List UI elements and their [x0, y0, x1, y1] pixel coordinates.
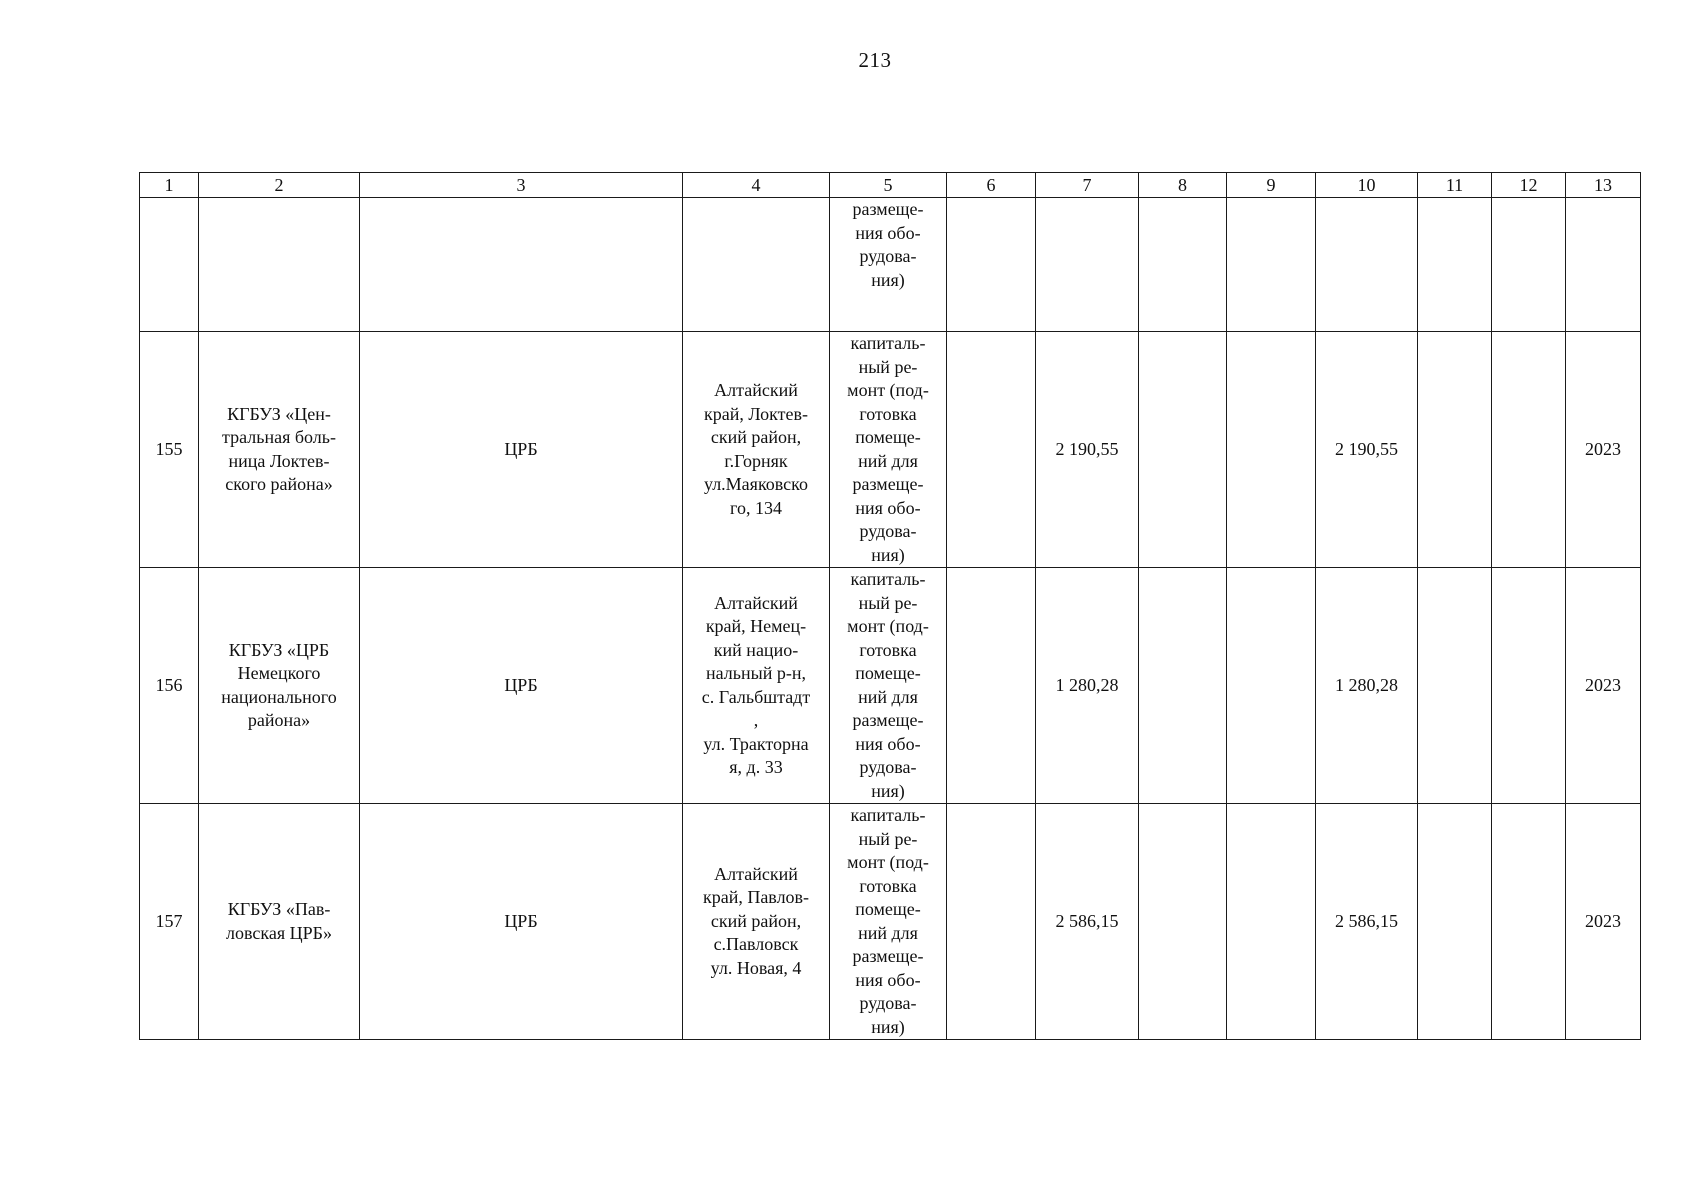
table-cell [1492, 804, 1566, 1040]
facility-type: ЦРБ [360, 568, 683, 804]
table-cell [1492, 568, 1566, 804]
table-cell [1227, 568, 1316, 804]
column-header: 3 [360, 173, 683, 198]
column-header: 1 [140, 173, 199, 198]
row-number: 156 [140, 568, 199, 804]
table-cell [1418, 332, 1492, 568]
year: 2023 [1566, 804, 1641, 1040]
column-header: 10 [1316, 173, 1418, 198]
table-cell [1418, 198, 1492, 332]
column-header: 8 [1139, 173, 1227, 198]
column-header: 7 [1036, 173, 1139, 198]
table-cell [1316, 198, 1418, 332]
table-cell [1227, 804, 1316, 1040]
amount-total: 2 586,15 [1036, 804, 1139, 1040]
year: 2023 [1566, 332, 1641, 568]
table-row [140, 804, 1641, 1040]
address: Алтайский край, Павлов- ский район, с.Павловск ул. Новая, 4 [683, 804, 830, 1040]
facility-type: ЦРБ [360, 332, 683, 568]
table-cell [947, 804, 1036, 1040]
column-header: 2 [199, 173, 360, 198]
table-cell [199, 198, 360, 332]
column-header: 5 [830, 173, 947, 198]
address: Алтайский край, Немец- кий нацио- нальный р-н, с. Гальбштадт , ул. Тракторна я, д. 33 [683, 568, 830, 804]
column-header: 11 [1418, 173, 1492, 198]
table-cell [947, 568, 1036, 804]
page-number: 213 [858, 48, 892, 72]
table-cell [1227, 198, 1316, 332]
amount-total: 2 190,55 [1036, 332, 1139, 568]
table-cell [1566, 198, 1641, 332]
table-cell [1492, 198, 1566, 332]
facility-type: ЦРБ [360, 804, 683, 1040]
table-cell [1492, 332, 1566, 568]
amount-source: 2 586,15 [1316, 804, 1418, 1040]
column-header: 9 [1227, 173, 1316, 198]
table-cell [1418, 568, 1492, 804]
work-type-cell: размеще- ния обо- рудова- ния) [830, 198, 947, 332]
organization-name: КГБУЗ «Цен- тральная боль- ница Локтев- ского района» [199, 332, 360, 568]
table-cell [360, 198, 683, 332]
table-cell [1139, 568, 1227, 804]
year: 2023 [1566, 568, 1641, 804]
organization-name: КГБУЗ «ЦРБ Немецкого национального района» [199, 568, 360, 804]
row-number: 157 [140, 804, 199, 1040]
column-header: 4 [683, 173, 830, 198]
table-cell [1036, 198, 1139, 332]
table-cell [1139, 332, 1227, 568]
work-type: капиталь- ный ре- монт (под- готовка помеще- ний для размеще- ния обо- рудова- ния) [830, 804, 947, 1040]
table-row [140, 332, 1641, 568]
table-cell [1227, 332, 1316, 568]
column-number-header [140, 173, 1641, 198]
table-row-continuation [140, 198, 1641, 332]
row-number: 155 [140, 332, 199, 568]
amount-source: 2 190,55 [1316, 332, 1418, 568]
column-header: 13 [1566, 173, 1641, 198]
table-cell [947, 198, 1036, 332]
table-cell [1418, 804, 1492, 1040]
column-header: 6 [947, 173, 1036, 198]
facilities-table [139, 172, 1641, 1040]
table-row [140, 568, 1641, 804]
organization-name: КГБУЗ «Пав- ловская ЦРБ» [199, 804, 360, 1040]
table-cell [1139, 804, 1227, 1040]
amount-source: 1 280,28 [1316, 568, 1418, 804]
table-cell [947, 332, 1036, 568]
table-cell [140, 198, 199, 332]
table-cell [683, 198, 830, 332]
work-type: капиталь- ный ре- монт (под- готовка помеще- ний для размеще- ния обо- рудова- ния) [830, 568, 947, 804]
amount-total: 1 280,28 [1036, 568, 1139, 804]
column-header: 12 [1492, 173, 1566, 198]
address: Алтайский край, Локтев- ский район, г.Горняк ул.Маяковско го, 134 [683, 332, 830, 568]
table-cell [1139, 198, 1227, 332]
work-type: капиталь- ный ре- монт (под- готовка помеще- ний для размеще- ния обо- рудова- ния) [830, 332, 947, 568]
